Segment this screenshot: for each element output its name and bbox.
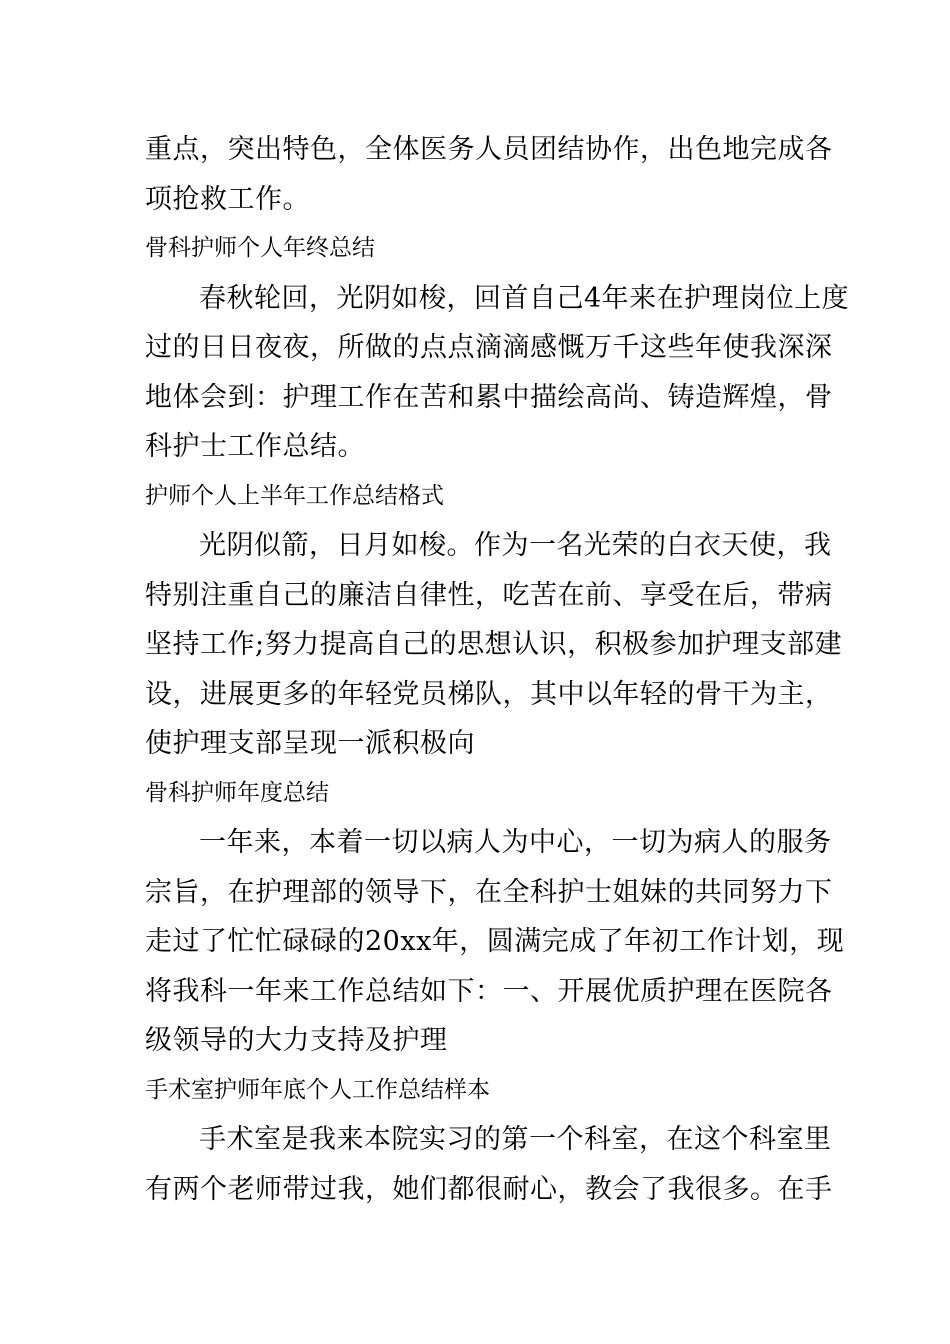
paragraph-line: 一年来，本着一切以病人为中心，一切为病人的服务 <box>199 827 832 858</box>
paragraph-line: 过的日日夜夜，所做的点点滴滴感慨万千这些年使我深深 <box>145 332 833 363</box>
paragraph-line: 春秋轮回，光阴如梭，回首自己4年来在护理岗位上度 <box>199 282 850 314</box>
document-body <box>145 125 850 1214</box>
paragraph-line: 重点，突出特色，全体医务人员团结协作，出色地完成各 <box>145 134 833 165</box>
paragraph-line: 科护士工作总结。 <box>145 431 365 462</box>
paragraph-line: 有两个老师带过我，她们都很耐心，教会了我很多。在手 <box>145 1173 833 1205</box>
paragraph-line: 级领导的大力支持及护理 <box>145 1025 448 1056</box>
paragraph-line: 设，进展更多的年轻党员梯队，其中以年轻的骨干为主， <box>145 678 833 710</box>
paragraph-line: 将我科一年来工作总结如下：一、开展优质护理在医院各 <box>145 975 833 1007</box>
paragraph-line: 坚持工作;努力提高自己的思想认识，积极参加护理支部建 <box>145 629 843 660</box>
section-heading: 手术室护师年底个人工作总结样本 <box>145 1076 490 1103</box>
section-heading: 护师个人上半年工作总结格式 <box>145 482 444 509</box>
paragraph-line: 地体会到：护理工作在苦和累中描绘高尚、铸造辉煌，骨 <box>145 381 833 413</box>
paragraph-line: 手术室是我来本院实习的第一个科室，在这个科室里 <box>199 1124 832 1155</box>
paragraph-line: 宗旨，在护理部的领导下，在全科护士姐妹的共同努力下 <box>145 876 833 908</box>
section-heading: 骨科护师个人年终总结 <box>145 235 375 261</box>
paragraph-line: 特别注重自己的廉洁自律性，吃苦在前、享受在后，带病 <box>145 579 833 611</box>
section-heading: 骨科护师年度总结 <box>145 779 329 806</box>
paragraph-line: 项抢救工作。 <box>145 183 310 215</box>
paragraph-line: 光阴似箭，日月如梭。作为一名光荣的白衣天使，我 <box>199 530 832 561</box>
paragraph-line: 走过了忙忙碌碌的20xx年，圆满完成了年初工作计划，现 <box>145 926 845 957</box>
paragraph-line: 使护理支部呈现一派积极向 <box>145 728 475 759</box>
